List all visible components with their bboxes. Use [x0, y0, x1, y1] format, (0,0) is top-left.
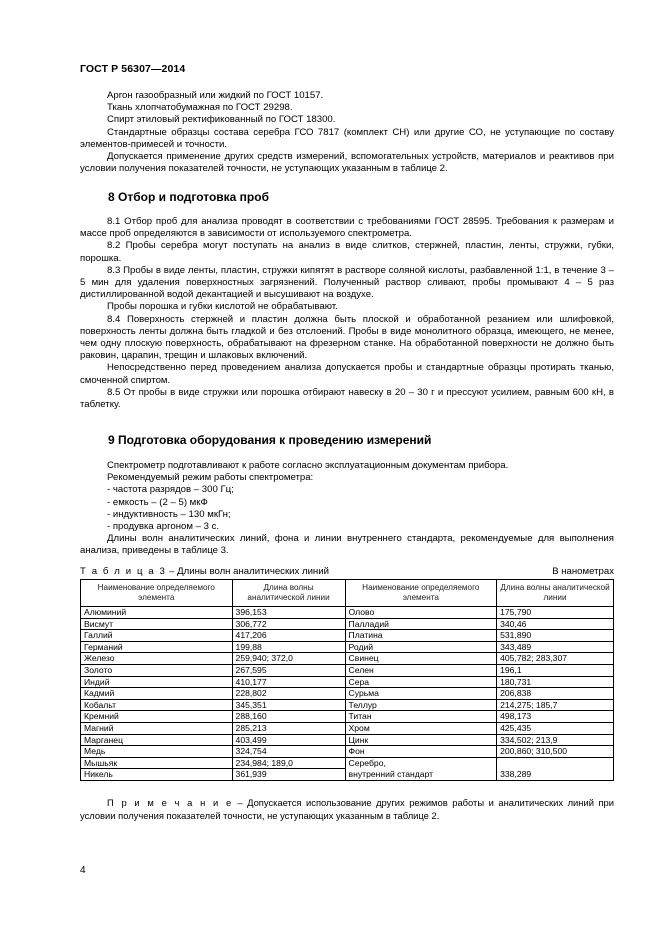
table-row: [81, 607, 614, 619]
table-cell: 345,351: [232, 699, 345, 711]
note-label: П р и м е ч а н и е: [107, 797, 233, 808]
table-cell: Алюминий: [81, 607, 233, 619]
table-cell: внутренний стандарт: [345, 769, 497, 781]
table-cell: 306,772: [232, 618, 345, 630]
table-cell: 214,275; 185,7: [497, 699, 614, 711]
table-cell: Платина: [345, 630, 497, 642]
table-cell: 234,984; 189,0: [232, 757, 345, 769]
intro-line: Ткань хлопчатобумажная по ГОСТ 29298.: [107, 102, 293, 114]
table-cell: Мышьяк: [81, 757, 233, 769]
table-cell: 425,435: [497, 722, 614, 734]
table-row: [81, 664, 614, 676]
table-cell: Сера: [345, 676, 497, 688]
table-note: [80, 796, 614, 822]
table-cell: 175,790: [497, 607, 614, 619]
document-header: ГОСТ Р 56307—2014: [80, 63, 186, 75]
table-cell: Свинец: [345, 653, 497, 665]
table-cell: 498,173: [497, 711, 614, 723]
table-cell: 285,213: [232, 722, 345, 734]
table-cell: Фон: [345, 746, 497, 758]
table-row: [81, 688, 614, 700]
table-row: [81, 746, 614, 758]
column-header: Наименование определяемого элемента: [345, 580, 497, 607]
intro-line: Допускается применение других средств измерений, вспомогательных устройств, материалов и реактивов при условии получения показателей точности, не уступающих указанным в таблице 2.: [80, 151, 614, 175]
table-cell: Серебро,: [345, 757, 497, 769]
section-8-body: [80, 216, 614, 411]
section-9-paragraph: Длины волн аналитических линий, фона и линии внутреннего стандарта, рекомендуемые для выполнения анализа, приведены в таблице 3.: [80, 533, 614, 557]
section-9-list-item: - индуктивность – 130 мкГн;: [107, 508, 231, 520]
table-cell: 267,595: [232, 664, 345, 676]
table-row: [81, 769, 614, 781]
section-8-title: 8 Отбор и подготовка проб: [108, 190, 270, 204]
table-cell: 410,177: [232, 676, 345, 688]
table-cell: 199,88: [232, 641, 345, 653]
table-cell: Сурьма: [345, 688, 497, 700]
table-row: [81, 618, 614, 630]
table-cell: 196,1: [497, 664, 614, 676]
table-row: [81, 676, 614, 688]
table-cell: Селен: [345, 664, 497, 676]
table-row: [81, 630, 614, 642]
table-cell: Кремний: [81, 711, 233, 723]
table-cell: 206,838: [497, 688, 614, 700]
table-caption: Т а б л и ц а 3 – Длины волн аналитических линий: [80, 566, 329, 577]
section-8-paragraph: 8.1 Отбор проб для анализа проводят в соответствии с требованиями ГОСТ 28595. Требования к размерам и массе проб определяются в зависимости от используемого спектрометра.: [80, 216, 614, 240]
table-cell: 343,489: [497, 641, 614, 653]
column-header: Наименование определяемого элемента: [81, 580, 233, 607]
table-cell: 259,940; 372,0: [232, 653, 345, 665]
table-cell: 396,153: [232, 607, 345, 619]
table-cell: Марганец: [81, 734, 233, 746]
section-9-paragraph: Спектрометр подготавливают к работе согласно эксплуатационным документам прибора.: [107, 460, 509, 471]
section-9-list-item: - частота разрядов – 300 Гц;: [107, 484, 234, 496]
note-text: – Допускается использование других режимов работы и аналитических линий при условии получения показателей точности, не уступающих указанным в таблице 2.: [80, 797, 614, 821]
table-cell: Родий: [345, 641, 497, 653]
section-9-list-item: - продувка аргоном – 3 с.: [107, 521, 220, 533]
table-caption-row: [80, 566, 614, 578]
table-cell: Медь: [81, 746, 233, 758]
table-unit: В нанометрах: [552, 566, 614, 577]
table-cell: Цинк: [345, 734, 497, 746]
table-cell: 417,206: [232, 630, 345, 642]
column-header: Длина волны аналитической линии: [232, 580, 345, 607]
intro-line: Стандартные образцы состава серебра ГСО 7817 (комплект СН) или другие СО, не уступающие по составу элементов-примесей и точности.: [80, 126, 614, 150]
table-cell: 403,499: [232, 734, 345, 746]
intro-line: Аргон газообразный или жидкий по ГОСТ 10157.: [107, 90, 324, 101]
table-row: [81, 722, 614, 734]
table-cell: 334,502; 213,9: [497, 734, 614, 746]
table-cell: Висмут: [81, 618, 233, 630]
table-cell: 324,754: [232, 746, 345, 758]
section-9-paragraph: Рекомендуемый режим работы спектрометра:: [107, 472, 314, 484]
table-cell: 200,860; 310,500: [497, 746, 614, 758]
table-cell: Кадмий: [81, 688, 233, 700]
table-cell: Железо: [81, 653, 233, 665]
table-cell: 531,890: [497, 630, 614, 642]
table-cell: Теллур: [345, 699, 497, 711]
wavelength-table: [80, 579, 614, 781]
section-8-paragraph: 8.3 Пробы в виде ленты, пластин, стружки кипятят в растворе соляной кислоты, разбавленной 1:1, в течение 3 – 5 мин для удаления поверхностных загрязнений. Полученный раствор сливают, пробы промывают 4 – 5 раз дистиллированной водой декантацией и высушивают на воздухе.: [80, 264, 614, 301]
table-cell: Хром: [345, 722, 497, 734]
table-cell: 228,802: [232, 688, 345, 700]
section-8-paragraph: 8.2 Пробы серебра могут поступать на анализ в виде слитков, стержней, пластин, ленты, стружки, губки, порошка.: [80, 240, 614, 264]
table-cell: 288,160: [232, 711, 345, 723]
table-row: [81, 653, 614, 665]
column-header: Длина волны аналитической линии: [497, 580, 614, 607]
table-row: [81, 734, 614, 746]
table-row: [81, 757, 614, 769]
table-cell: Индий: [81, 676, 233, 688]
table-cell: 340,46: [497, 618, 614, 630]
table-row: [81, 641, 614, 653]
section-8-paragraph: 8.4 Поверхность стержней и пластин должна быть плоской и обработанной резанием или шлифовкой, поверхность ленты должна быть гладкой и без отслоений. Пробы в виде монолитного образца, имеющего, не менее, чем одну плоскую поверхность, обрабатывают на фрезерном станке. На обработанной поверхности не должно быть раковин, царапин, трещин и шлаковых включений.: [80, 313, 614, 362]
section-8-paragraph: Пробы порошка и губки кислотой не обрабатывают.: [107, 301, 338, 313]
table-cell: 361,939: [232, 769, 345, 781]
table-cell: Никель: [81, 769, 233, 781]
table-cell: 180,731: [497, 676, 614, 688]
table-cell: Магний: [81, 722, 233, 734]
table-cell: Кобальт: [81, 699, 233, 711]
table-cell: [497, 757, 614, 769]
table-header-row: [81, 580, 614, 607]
section-9-body: [80, 460, 614, 558]
table-row: [81, 711, 614, 723]
table-cell: 338,289: [497, 769, 614, 781]
table-cell: Олово: [345, 607, 497, 619]
intro-block: [80, 90, 614, 175]
section-8-paragraph: Непосредственно перед проведением анализа допускается пробы и стандартные образцы протирать тканью, смоченной спиртом.: [80, 362, 614, 386]
section-9-list-item: - емкость – (2 – 5) мкФ: [107, 496, 208, 508]
table-cell: Золото: [81, 664, 233, 676]
table-cell: Германий: [81, 641, 233, 653]
table-cell: 405,782; 283,307: [497, 653, 614, 665]
table-row: [81, 699, 614, 711]
table-cell: Палладий: [345, 618, 497, 630]
table-body: [81, 607, 614, 781]
section-8-paragraph: 8.5 От пробы в виде стружки или порошка отбирают навеску в 20 – 30 г и прессуют усилием, равным 600 кН, в таблетку.: [80, 386, 614, 411]
table-cell: Галлий: [81, 630, 233, 642]
table-cell: Титан: [345, 711, 497, 723]
page-number: 4: [80, 865, 86, 876]
intro-line: Спирт этиловый ректификованный по ГОСТ 18300.: [107, 114, 336, 126]
section-9-title: 9 Подготовка оборудования к проведению измерений: [108, 433, 432, 447]
